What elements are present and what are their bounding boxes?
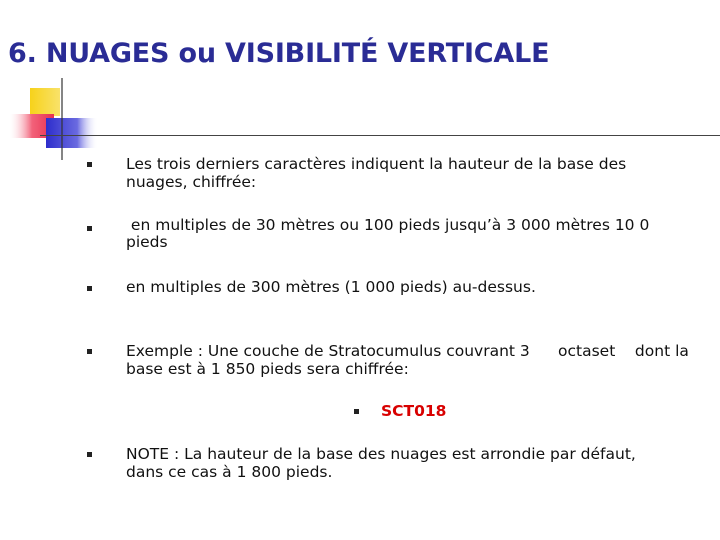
- bullet-1-line-2: nuages, chiffrée:: [126, 173, 257, 191]
- bullet-marker: [87, 286, 92, 291]
- bullet-marker: [87, 452, 92, 457]
- bullet-4-line-1: Exemple : Une couche de Stratocumulus couvrant 3: [126, 342, 530, 360]
- bullet-4-overlap-word: octaset: [558, 342, 616, 360]
- slide-title: 6. NUAGES ou VISIBILITÉ VERTICALE: [8, 38, 550, 69]
- decorative-squares: [0, 0, 120, 170]
- bullet-1-line-1: Les trois derniers caractères indiquent la hauteur de la base des: [126, 155, 627, 173]
- bullet-5-line-2: dans ce cas à 1 800 pieds.: [126, 463, 333, 481]
- bullet-2-line-1: en multiples de 30 mètres ou 100 pieds jusqu’à 3 000 mètres 10 0: [126, 216, 650, 234]
- deco-blue-square: [46, 118, 98, 148]
- bullet-4-line-2: base est à 1 850 pieds sera chiffrée:: [126, 360, 409, 378]
- bullet-marker: [87, 162, 92, 167]
- deco-yellow-square: [30, 88, 60, 116]
- bullet-4-line-1-tail: dont la: [630, 342, 689, 360]
- bullet-marker: [87, 349, 92, 354]
- example-code: SCT018: [381, 402, 447, 420]
- title-divider: [40, 135, 720, 136]
- bullet-5-line-1: NOTE : La hauteur de la base des nuages est arrondie par défaut,: [126, 445, 636, 463]
- sub-bullet-marker: [354, 409, 359, 414]
- bullet-2-line-2: pieds: [126, 233, 168, 251]
- bullet-3-line-1: en multiples de 300 mètres (1 000 pieds) au-dessus.: [126, 278, 536, 296]
- bullet-marker: [87, 226, 92, 231]
